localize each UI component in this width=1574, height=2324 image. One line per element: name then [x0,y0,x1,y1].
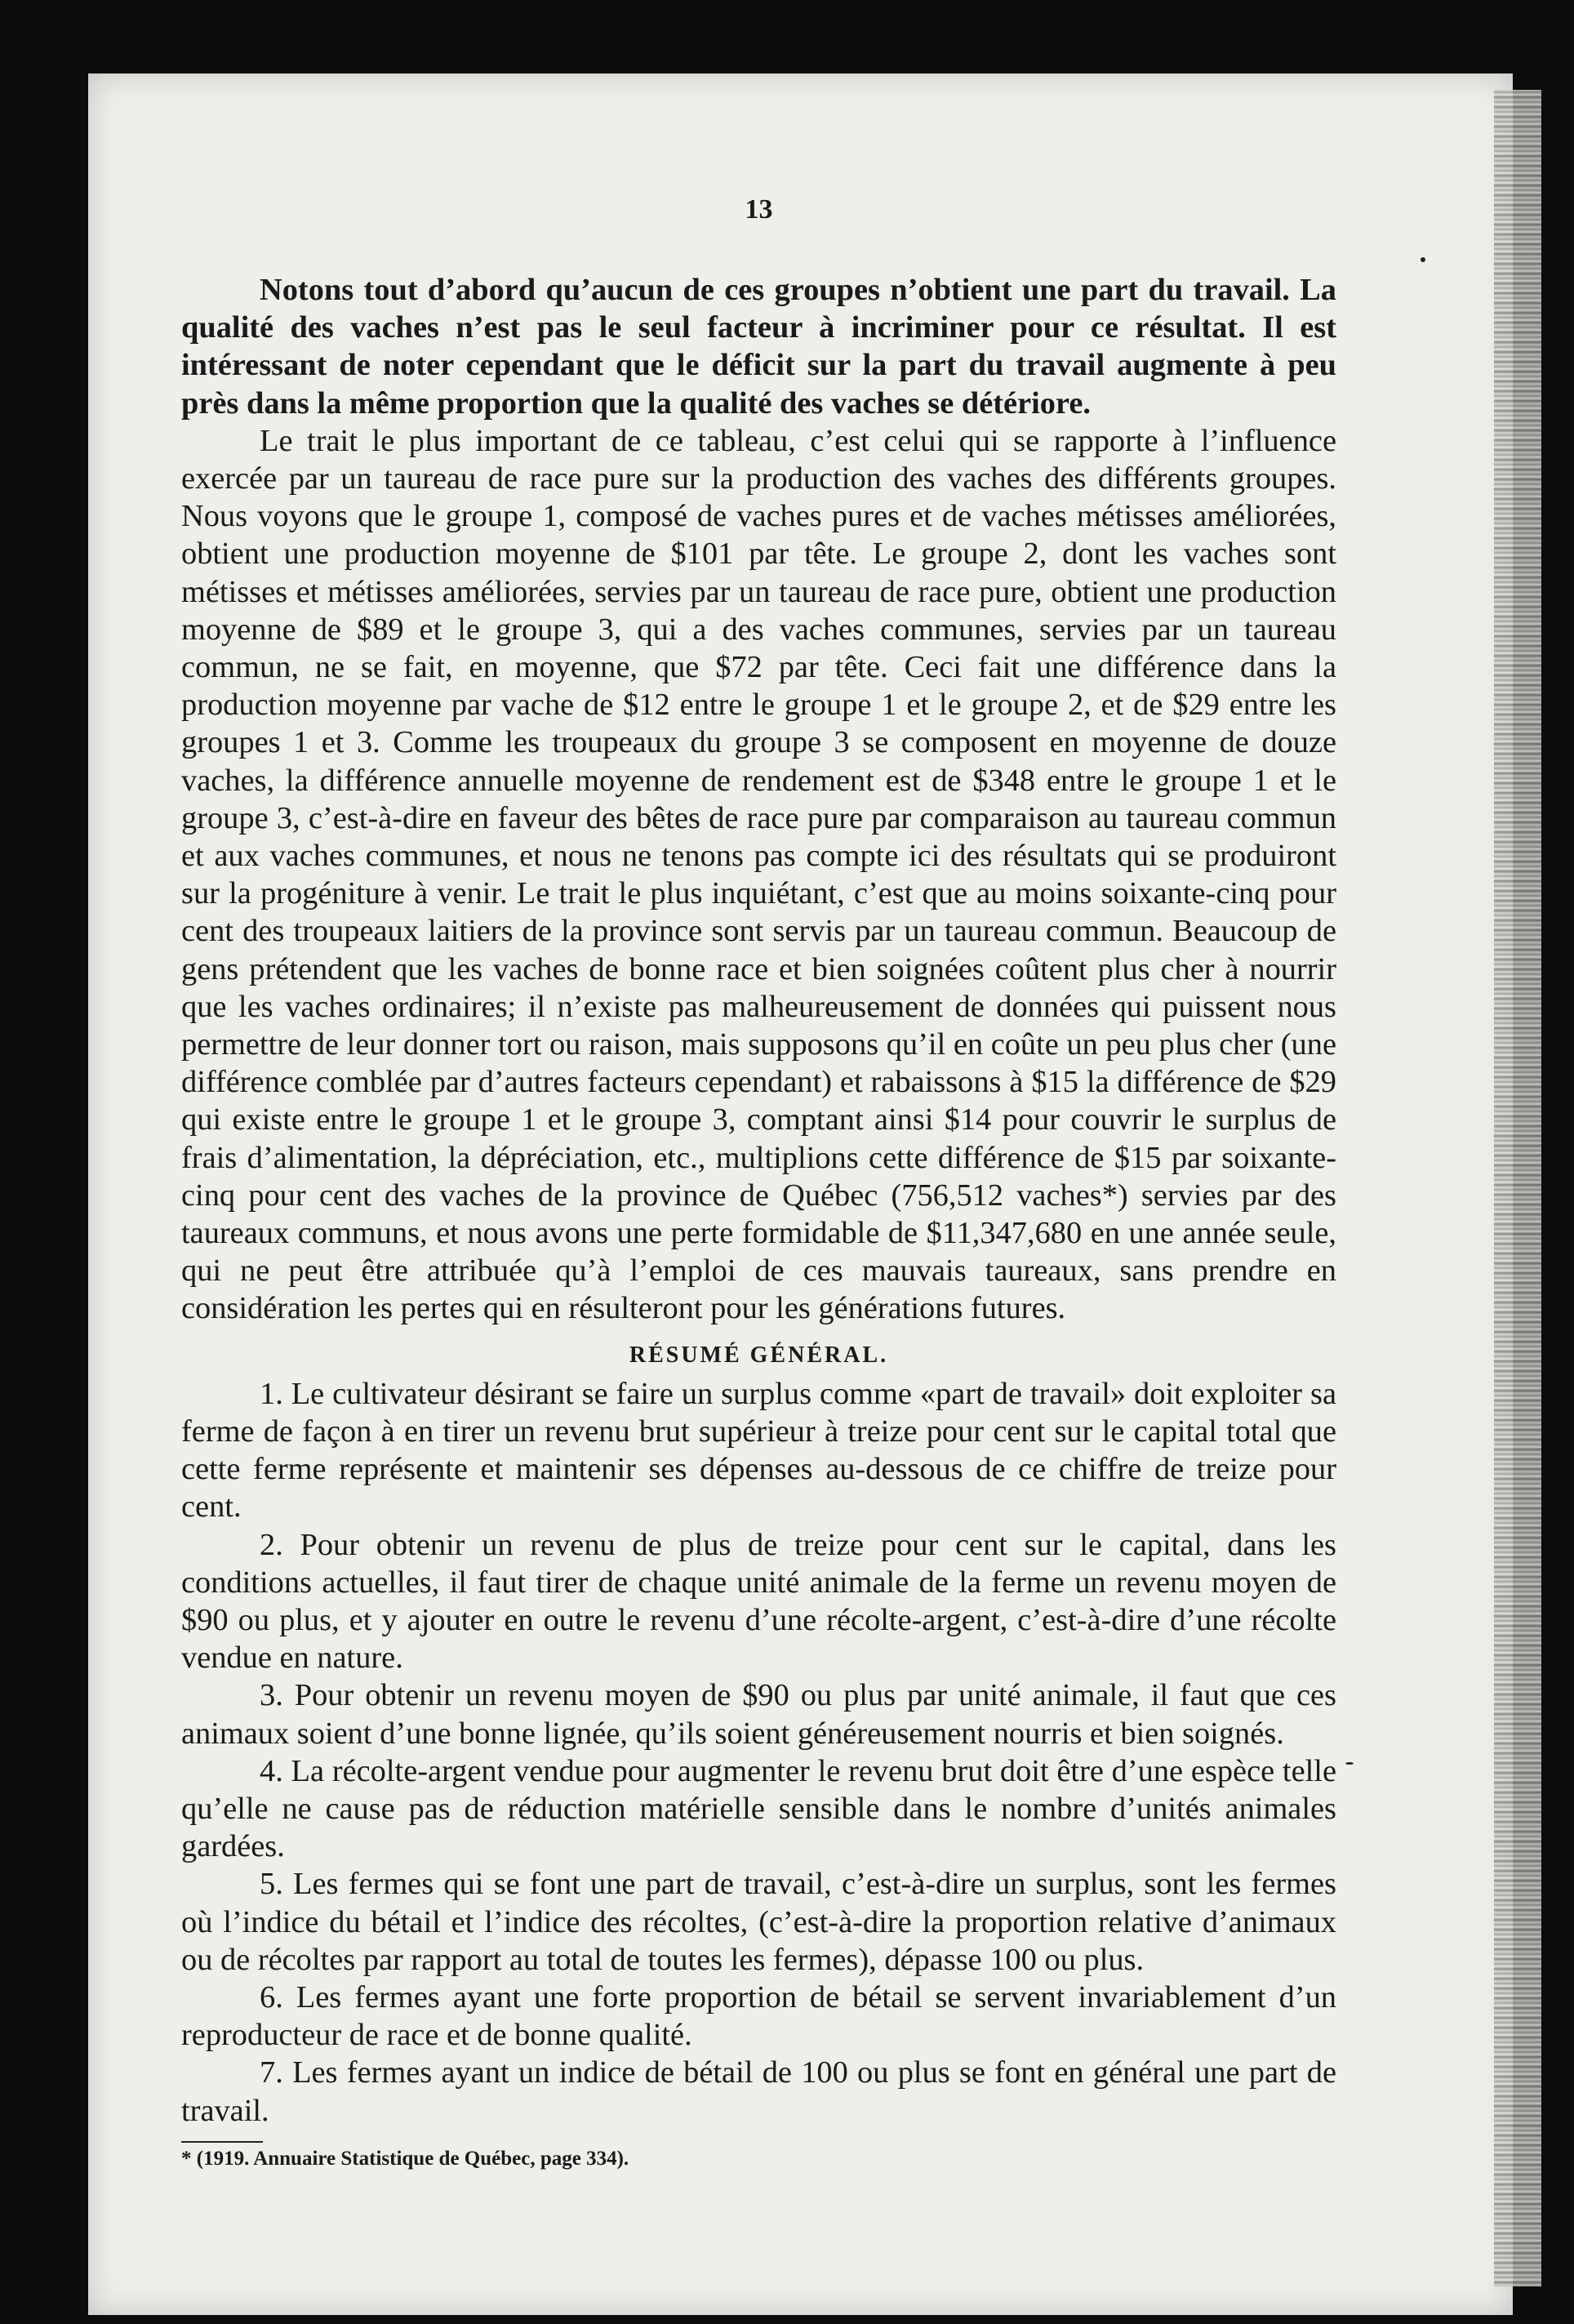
page-number: 13 [745,194,773,225]
footnote-divider [181,2141,263,2143]
book-binding-edge [1494,90,1541,2286]
summary-item: 4. La récolte-argent vendue pour augmenter le revenu brut doit être d’une espèce telle qu’elle ne cause pas de réduction matérielle sensible dans le nombre d’unités animales gardées. [181,1753,1336,1864]
summary-item: 5. Les fermes qui se font une part de travail, c’est-à-dire un surplus, sont les fermes où l’indice du bétail et l’indice des récoltes, (c’est-à-dire la proportion relative d’animaux ou de récoltes par rapport au total de toutes les fermes), dépasse 100 ou plus. [181,1867,1336,1977]
summary-item: 6. Les fermes ayant une forte proportion de bétail se servent invariablement d’un reproducteur de race et de bonne qualité. [181,1979,1336,2053]
summary-item: 7. Les fermes ayant un indice de bétail de 100 ou plus se font en général une part de travail. [181,2055,1336,2128]
scan-speck [1421,257,1425,262]
summary-item: 3. Pour obtenir un revenu moyen de $90 ou plus par unité animale, il faut que ces animaux soient d’une bonne lignée, qu’ils soient généreusement nourris et bien soignés. [181,1678,1336,1751]
summary-item: 1. Le cultivateur désirant se faire un surplus comme «part de travail» doit exploiter sa ferme de façon à en tirer un revenu brut supérieur à treize pour cent sur le capital total que cette ferme représente et maintenir ses dépenses au-dessous de ce chiffre de treize pour cent. [181,1376,1336,1525]
scan-speck [1345,1762,1354,1765]
body-paragraph: Le trait le plus important de ce tableau, c’est celui qui se rapporte à l’influence exercée par un taureau de race pure sur la production des vaches des différents groupes. Nous voyons que le groupe 1, composé de vaches pures et de vaches métisses améliorées, obtient une production moyenne de $101 par tête. Le groupe 2, dont les vaches sont métisses et métisses améliorées, servies par un taureau de race pure, obtient une production moyenne de $89 et le groupe 3, qui a des vaches communes, servies par un taureau commun, ne se fait, en moyenne, que $72 par tête. Ceci fait une différence dans la production moyenne par vache de $12 entre le groupe 1 et le groupe 2, et de $29 entre les groupes 1 et 3. Comme les troupeaux du groupe 3 se composent en moyenne de douze vaches, la différence annuelle moyenne de rendement est de $348 entre le groupe 1 et le groupe 3, c’est-à-dire en faveur des bêtes de race pure par comparaison au taureau commun et aux vaches communes, et nous ne tenons pas compte ici des résultats qui se produiront sur la progéniture à venir. Le trait le plus inquiétant, c’est que au moins soixante-cinq pour cent des troupeaux laitiers de la province sont servis par un taureau commun. Beaucoup de gens prétendent que les vaches de bonne race et bien soignées coûtent plus cher à nourrir que les vaches ordinaires; il n’existe pas malheureusement de données qui puissent nous permettre de leur donner tort ou raison, mais supposons qu’il en coûte un peu plus cher (une différence comblée par d’autres facteurs cependant) et rabaissons à $15 la différence de $29 qui existe entre le groupe 1 et le groupe 3, comptant ainsi $14 pour couvrir le surplus de frais d’alimentation, la dépréciation, etc., multiplions cette différence de $15 par soixante-cinq pour cent des vaches de la province de Québec (756,512 vaches*) servies par des taureaux communs, et nous avons une perte formidable de $11,347,680 en une année seule, qui ne peut être attribuée qu’à l’emploi de ces mauvais taureaux, sans prendre en considération les pertes qui en résulteront pour les générations futures. [181,423,1336,1326]
section-heading: RÉSUMÉ GÉNÉRAL. [629,1342,889,1368]
footnote: * (1919. Annuaire Statistique de Québec, page 334). [181,2147,629,2170]
intro-paragraph: Notons tout d’abord qu’aucun de ces groupes n’obtient une part du travail. La qualité des vaches n’est pas le seul facteur à incriminer pour ce résultat. Il est intéressant de noter cependant que le déficit sur la part du travail augmente à peu près dans la même proportion que la qualité des vaches se détériore. [181,273,1336,421]
page-content [181,106,1336,2170]
summary-item: 2. Pour obtenir un revenu de plus de treize pour cent sur le capital, dans les conditions actuelles, il faut tirer de chaque unité animale de la ferme un revenu moyen de $90 ou plus, et y ajouter en outre le revenu d’une récolte-argent, c’est-à-dire d’une récolte vendue en nature. [181,1527,1336,1676]
